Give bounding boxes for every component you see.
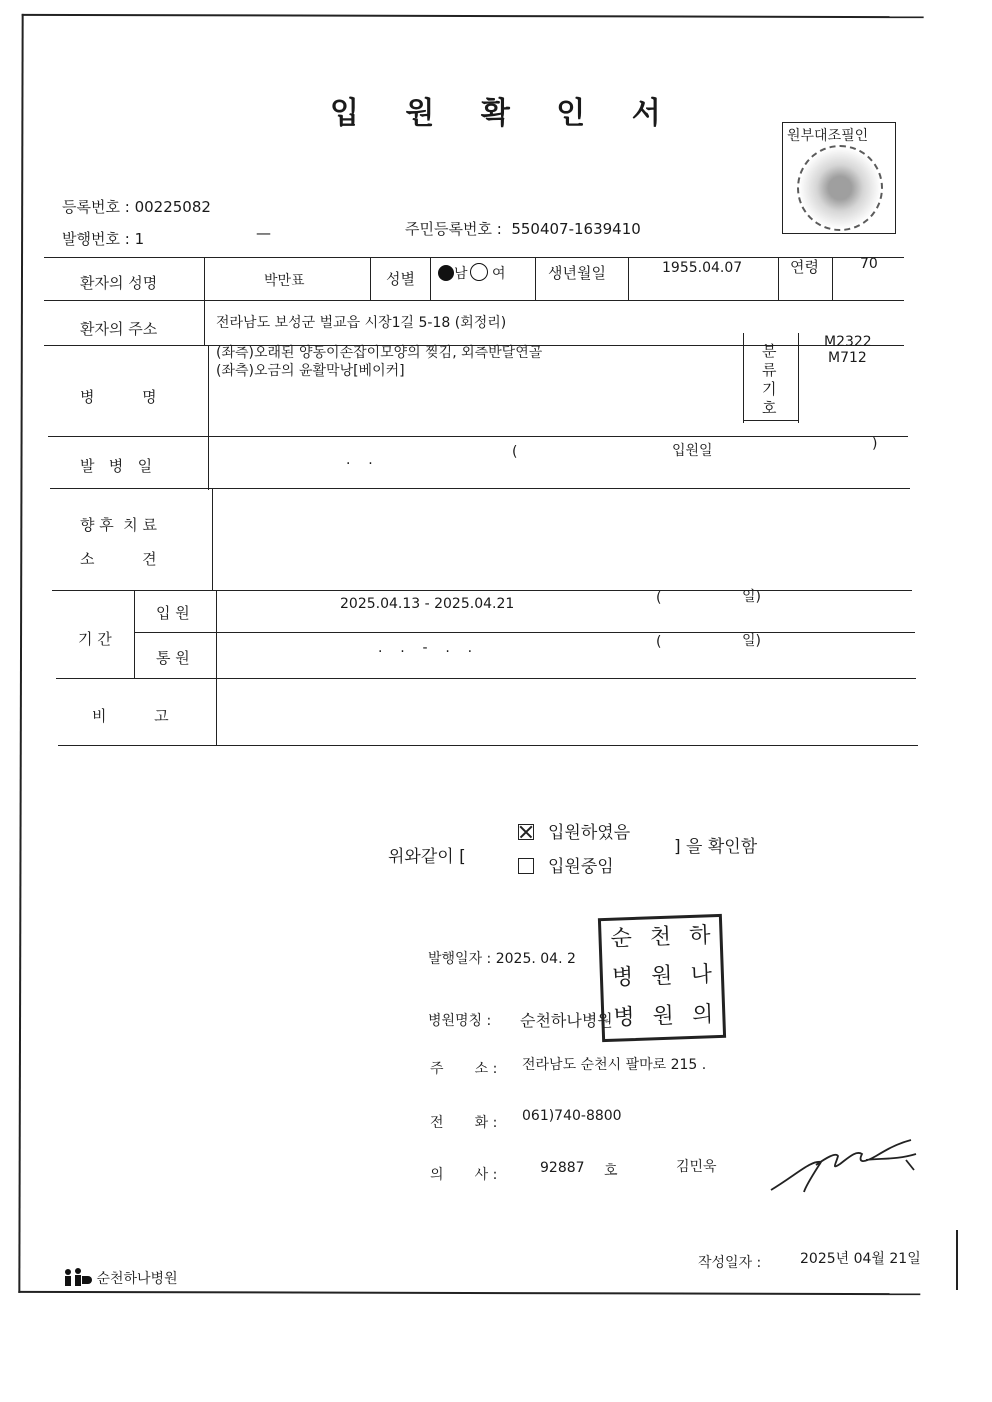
signature-icon [766, 1130, 926, 1200]
radio-male-filled-icon [438, 265, 454, 281]
hospital-address: 전라남도 순천시 팔마로 215 . [522, 1057, 707, 1073]
registration-value: 00225082 [134, 198, 211, 216]
phone-label: 전 화 : [430, 1115, 498, 1131]
patient-name: 박만표 [264, 273, 305, 289]
patient-name-label: 환자의 성명 [80, 274, 158, 292]
inpatient-range: 2025.04.13 - 2025.04.21 [340, 596, 515, 612]
inpatient-days: 일) [742, 589, 761, 605]
checked-box-icon [518, 824, 534, 840]
address-value: 전라남도 보성군 벌교읍 시장1길 5-18 (회정리) [216, 315, 507, 331]
table-line [798, 333, 799, 423]
hospital-name-label: 병원명칭 : [428, 1013, 492, 1029]
table-line [204, 257, 205, 345]
option-inpatient [518, 852, 614, 877]
option-admitted [518, 818, 630, 843]
table-line [832, 257, 833, 300]
diagnosis-label: 병 명 [80, 388, 157, 406]
doctor-label: 의 사 : [430, 1167, 498, 1183]
opinion-label-1: 향 후 치 료 [80, 516, 158, 534]
table-line [50, 488, 910, 489]
frame-edge [956, 1230, 958, 1290]
registration-label: 등록번호 : 00225082 [62, 198, 211, 216]
birth-label: 생년월일 [548, 264, 606, 282]
sex-label: 성별 [386, 270, 415, 288]
table-line [48, 436, 908, 437]
sex-female: 여 [491, 266, 506, 282]
address-label: 환자의 주소 [80, 320, 158, 338]
inpatient-days-open: ( [656, 590, 662, 606]
option-inpatient-label: 입원중임 [548, 857, 614, 877]
opinion-label-2: 소 견 [80, 550, 157, 568]
table-line [535, 257, 536, 300]
table-line [778, 257, 779, 300]
sex-options [438, 263, 506, 283]
table-line [370, 257, 371, 300]
code-label: 분류기호 [762, 342, 777, 417]
diagnosis-line-2: (좌측)오금의 윤활막낭[베이커] [216, 363, 405, 379]
stamp-label: 원부대조필인 [787, 128, 869, 144]
remarks-label: 비 고 [92, 707, 169, 725]
option-admitted-label: 입원하였음 [548, 823, 631, 843]
table-line [58, 745, 918, 746]
hospital-logo-icon [62, 1266, 92, 1288]
resident-id: 주민등록번호 : 550407-1639410 [405, 220, 641, 238]
code-1: M2322 [824, 334, 872, 350]
written-date: 2025년 04월 21일 [800, 1251, 921, 1267]
admit-label: 입원일 [672, 443, 713, 459]
outpatient-label: 통 원 [156, 649, 190, 667]
hospital-seal-icon: 순 천 하 병 원 나 병 원 의 [598, 914, 726, 1042]
confirm-suffix: ] 을 확인함 [674, 837, 758, 857]
table-line [44, 257, 904, 258]
period-label: 기 간 [78, 630, 112, 648]
page-title: 입 원 확 인 서 [330, 96, 679, 131]
issue-no-value: 1 [134, 230, 145, 248]
birth-value: 1955.04.07 [662, 260, 743, 276]
table-line [743, 420, 799, 421]
doctor-name: 김민욱 [676, 1159, 717, 1175]
table-line [56, 678, 916, 679]
issue-date-value: 2025. 04. 2 [495, 951, 576, 967]
empty-box-icon [518, 858, 534, 874]
sex-male: 남 [454, 266, 468, 282]
radio-female-empty-icon [470, 263, 488, 281]
onset-paren-close: ) [872, 436, 878, 452]
table-line [628, 257, 629, 300]
table-line [212, 488, 213, 590]
issue-date: 발행일자 : 2025. 04. 2 [428, 951, 576, 967]
outpatient-days-open: ( [656, 634, 662, 650]
table-line [208, 345, 209, 490]
outpatient-range: . . - . . [378, 640, 473, 656]
table-line [430, 257, 431, 300]
table-line [135, 632, 915, 633]
age-value: 70 [860, 256, 878, 272]
table-line [52, 590, 912, 591]
table-line [216, 590, 217, 745]
confirm-prefix: 위와같이 [ [388, 847, 466, 867]
code-2: M712 [828, 350, 867, 366]
verification-stamp-box [782, 122, 896, 234]
doctor-ho: 호 [604, 1163, 618, 1179]
table-line [743, 333, 744, 423]
age-label: 연령 [790, 258, 819, 276]
table-line [44, 300, 904, 301]
footer-logo [62, 1266, 178, 1288]
diagnosis-line-1: (좌측)오래된 양동이손잡이모양의 찢김, 외측반달연골 [216, 345, 543, 361]
phone-value: 061)740-8800 [522, 1108, 622, 1124]
doctor-license: 92887 [540, 1160, 585, 1176]
onset-dots: . . [346, 452, 373, 468]
onset-paren-open: ( [512, 444, 518, 460]
inpatient-label: 입 원 [156, 604, 190, 622]
verification-stamp-icon [797, 145, 883, 231]
written-date-label: 작성일자 : [698, 1255, 762, 1271]
issue-no-label: 발행번호 : 1 [62, 230, 145, 248]
issue-no-dash: — [256, 224, 271, 242]
table-line [134, 590, 135, 678]
resident-id-value: 550407-1639410 [511, 220, 641, 238]
onset-label: 발 병 일 [80, 457, 153, 475]
hospital-name: 순천하나병원 [520, 1011, 613, 1030]
hospital-address-label: 주 소 : [430, 1061, 498, 1077]
outpatient-days: 일) [742, 633, 761, 649]
footer-logo-text: 순천하나병원 [96, 1271, 178, 1287]
